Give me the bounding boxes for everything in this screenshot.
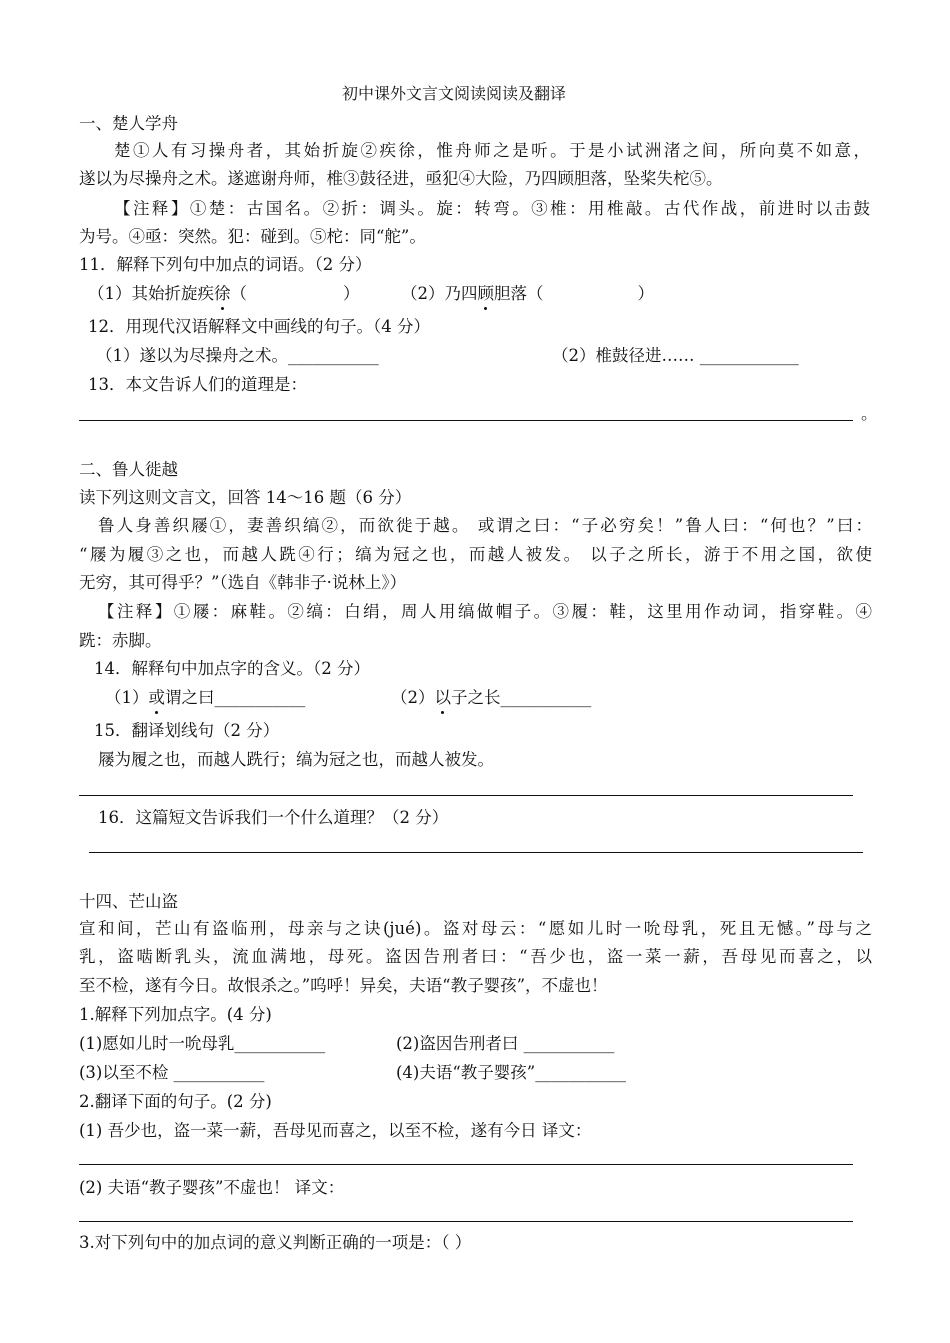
- question-12: 12．用现代汉语解释文中画线的句子。（4 分）: [88, 317, 430, 336]
- section-2-passage-line-3: 无穷，其可得乎？”（选自《韩非子·说林上》）: [79, 573, 407, 592]
- question-14-item-2-number: （2）: [391, 688, 435, 707]
- question-14-item-1[interactable]: [105, 688, 305, 708]
- question-15-sentence: 屦为履之也，而越人跣行；缟为冠之也，而越人被发。: [98, 750, 494, 769]
- answer-line-16[interactable]: [89, 852, 863, 853]
- dotted-char-yi: 以: [434, 688, 451, 707]
- question-s3-1-item-2[interactable]: (2)盗因告刑者曰 ___________: [396, 1034, 615, 1053]
- question-11-item-2: [401, 284, 654, 304]
- question-11-item-1: [88, 284, 360, 304]
- question-11-item-2-text: （2）乃四: [401, 284, 478, 303]
- page-title: 初中课外文言文阅读阅读及翻译: [342, 84, 567, 103]
- question-11-item-2-close: ）: [637, 284, 654, 303]
- section-3-passage-line-1: 宣和间，芒山有盗临刑，母亲与之诀(jué)。盗对母云：“愿如儿时一吮母乳，死且无憾。”母与之: [79, 919, 872, 938]
- question-12-item-2[interactable]: （2）椎鼓径进…… ____________: [552, 346, 799, 365]
- section-2-notes-line-1: 【注释】①屦：麻鞋。②缟：白绢，周人用缟做帽子。③履：鞋，这里用作动词，指穿鞋。④: [98, 602, 872, 621]
- section-2-intro: 读下列这则文言文，回答 14～16 题（6 分）: [79, 488, 412, 507]
- question-s3-1: 1.解释下列加点字。(4 分): [79, 1005, 272, 1024]
- section-3-heading: 十四、芒山盗: [79, 892, 178, 911]
- section-1-notes-line-1: 【注释】①楚：古国名。②折：调头。旋：转弯。③椎：用椎敲。古代作战，前进时以击鼓: [114, 199, 870, 218]
- section-1-passage-line-2: 遂以为尽操舟之术。遂遮谢舟师，椎③鼓径进，亟犯④大险，乃四顾胆落，坠桨失柁⑤。: [79, 169, 723, 188]
- question-14-item-1-number: （1）: [105, 688, 149, 707]
- question-14-item-2[interactable]: [391, 688, 591, 708]
- question-s3-2-item-2: (2) 夫语“教子婴孩”不虚也！ 译文：: [79, 1178, 345, 1197]
- question-14-item-1-text: 谓之曰___________: [165, 688, 306, 707]
- answer-line-s3-2-1[interactable]: [79, 1164, 853, 1165]
- question-s3-1-item-1[interactable]: (1)愿如儿时一吮母乳___________: [79, 1034, 326, 1053]
- section-3-passage-line-3: 至不检，遂有今日。故恨杀之。”呜呼！异矣，夫语“教子婴孩”，不虚也！: [79, 976, 608, 995]
- section-2-notes-line-2: 跣：赤脚。: [79, 631, 162, 650]
- dotted-char-huo: 或: [148, 688, 165, 707]
- question-13: 13．本文告诉人们的道理是：: [88, 375, 307, 394]
- question-s3-1-item-3[interactable]: (3)以至不检 ___________: [79, 1063, 265, 1082]
- question-s3-1-item-4[interactable]: (4)夫语“教子婴孩”___________: [396, 1063, 626, 1082]
- answer-line-15[interactable]: [79, 795, 853, 796]
- section-2-heading: 二、鲁人徙越: [79, 460, 178, 479]
- question-14-item-2-text: 子之长___________: [451, 688, 592, 707]
- answer-line-s3-2-2[interactable]: [79, 1221, 853, 1222]
- question-11-item-1-open: （: [230, 284, 247, 303]
- question-11: 11．解释下列句中加点的词语。（2 分）: [79, 255, 372, 274]
- question-11-item-1-text: （1）其始折旋疾: [88, 284, 214, 303]
- question-s3-2-item-1: (1) 吾少也，盗一菜一薪，吾母见而喜之，以至不检，遂有今日 译文：: [79, 1121, 592, 1140]
- section-3-passage-line-2: 乳，盗啮断乳头，流血满地，母死。盗因告刑者曰：“吾少也，盗一菜一薪，吾母见而喜之，以: [79, 947, 872, 966]
- question-14: 14．解释句中加点字的含义。（2 分）: [94, 659, 370, 678]
- section-1-passage-line-1: 楚①人有习操舟者，其始折旋②疾徐，惟舟师之是听。于是小试洲渚之间，所向莫不如意，: [114, 141, 870, 160]
- question-s3-2: 2.翻译下面的句子。(2 分): [79, 1092, 272, 1111]
- question-15: 15．翻译划线句（2 分）: [94, 721, 280, 740]
- section-2-passage-line-2: “屦为履③之也，而越人跣④行；缟为冠之也，而越人被发。 以子之所长，游于不用之国，欲使: [79, 545, 872, 564]
- answer-line-13[interactable]: [79, 420, 853, 421]
- question-s3-3: 3.对下列句中的加点词的意义判断正确的一项是：（ ）: [79, 1233, 472, 1252]
- dotted-char-xu: 徐: [214, 284, 231, 303]
- section-2-passage-line-1: 鲁人身善织屦①，妻善织缟②，而欲徙于越。 或谓之曰：“子必穷矣！”鲁人曰：“何也？”曰：: [98, 516, 872, 535]
- question-16: 16．这篇短文告诉我们一个什么道理？（2 分）: [98, 808, 449, 827]
- dotted-char-gu: 顾: [477, 284, 494, 303]
- section-1-heading: 一、楚人学舟: [79, 114, 178, 133]
- question-11-item-1-close: ）: [343, 284, 360, 303]
- answer-line-13-period: 。: [861, 404, 878, 423]
- question-12-item-1[interactable]: （1）遂以为尽操舟之术。___________: [96, 346, 379, 365]
- question-11-item-2-text-b: 胆落（: [494, 284, 544, 303]
- section-1-notes-line-2: 为号。④亟：突然。犯：碰到。⑤柁：同“舵”。: [79, 227, 426, 246]
